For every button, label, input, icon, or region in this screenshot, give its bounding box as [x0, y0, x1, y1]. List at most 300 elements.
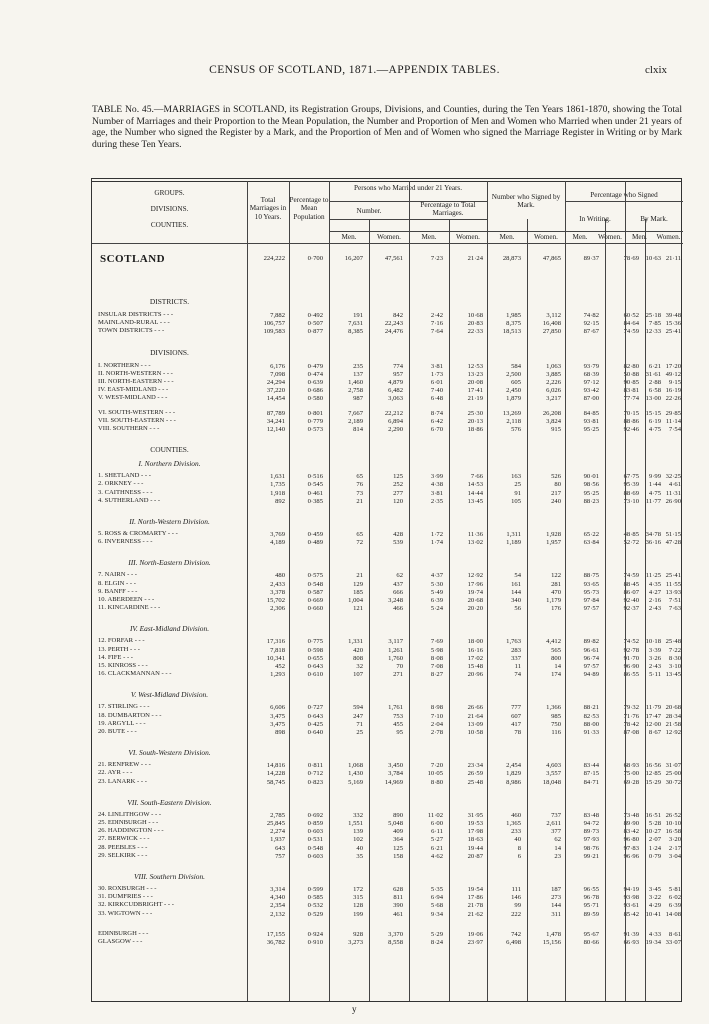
cell: 7·10 — [430, 712, 443, 720]
cell: 95 — [396, 729, 403, 736]
cell: 22,243 — [384, 320, 403, 328]
table-row — [247, 852, 683, 861]
col-under21: Persons who Married under 21 Years. — [354, 184, 462, 192]
cell: 3,063 — [388, 395, 403, 403]
cell: 4·62 — [430, 852, 443, 860]
cell: 17,316 — [266, 638, 285, 646]
cell: 87·00 — [583, 395, 599, 403]
cell: 14,454 — [266, 395, 285, 403]
cell: 17·96 — [467, 580, 483, 588]
row-label: 5. ROSS & CROMARTY - - - — [98, 530, 178, 537]
cell: 21 — [356, 572, 363, 580]
row-label: 13. PERTH - - - — [98, 645, 140, 653]
cell: 14 — [554, 844, 561, 852]
cell: 0·492 — [307, 312, 323, 319]
cell: 3,769 — [270, 531, 285, 538]
cell: 3·81 — [430, 362, 443, 370]
row-label: III. NORTH-EASTERN - - - — [98, 378, 174, 385]
women-subheader: Women. — [534, 233, 558, 241]
cell: 72 — [356, 539, 363, 547]
cell: 0·811 — [307, 762, 323, 770]
cell: 6·42 — [430, 417, 443, 425]
cell: 4,603 — [546, 762, 561, 770]
cell: 14 — [554, 663, 561, 670]
column-rule — [645, 219, 646, 1001]
cell: 58,745 — [266, 778, 285, 786]
cell: 109,583 — [263, 328, 285, 336]
cell: 11·77 — [645, 497, 661, 505]
cell: 0·587 — [307, 588, 323, 596]
cell: 86·55 — [623, 671, 639, 679]
cell: 52·72 — [623, 539, 639, 547]
cell: 5,048 — [388, 820, 403, 827]
cell: 17,155 — [266, 930, 285, 938]
women-subheader: Women. — [656, 233, 681, 241]
cell: 4,879 — [388, 379, 403, 386]
cell: 10·68 — [467, 312, 483, 319]
cell: 67·75 — [623, 473, 639, 481]
cell: 332 — [353, 811, 363, 819]
cell: 4,340 — [270, 894, 285, 902]
cell: 39·48 — [665, 312, 681, 319]
cell: 87·15 — [583, 770, 599, 778]
cell: 25·30 — [467, 409, 483, 417]
cell: 92·40 — [623, 597, 639, 604]
cell: 25,845 — [266, 820, 285, 827]
cell: 26·52 — [665, 811, 681, 819]
scotland-row — [247, 254, 683, 263]
cell: 0·573 — [307, 426, 323, 433]
cell: 8·67 — [648, 729, 661, 736]
cell: 95·39 — [623, 481, 639, 489]
column-rule — [565, 181, 566, 1001]
cell: 22,212 — [384, 409, 403, 417]
cell: 84·85 — [583, 409, 599, 417]
cell: 89·82 — [583, 638, 599, 646]
cell: 69·28 — [623, 778, 639, 786]
cell: 51·15 — [665, 531, 681, 538]
cell: 8,558 — [388, 939, 403, 946]
cell: 2·35 — [430, 497, 443, 505]
cell: 409 — [393, 828, 403, 836]
row-label: 11. KINCARDINE - - - — [98, 604, 161, 612]
cell: 185 — [353, 588, 363, 596]
cell: 88·45 — [623, 580, 639, 588]
cell: 6·11 — [431, 828, 443, 836]
cell: 2,433 — [270, 580, 285, 588]
cell: 0·548 — [307, 844, 323, 852]
cell: 11·14 — [665, 417, 681, 425]
header-rule — [329, 231, 683, 232]
cell: 8·74 — [430, 409, 443, 417]
cell: 0·877 — [307, 328, 323, 336]
column-rule — [605, 219, 606, 1001]
cell: 12·92 — [467, 572, 483, 580]
table-row — [247, 670, 683, 679]
cell: 4·33 — [648, 930, 661, 938]
cell: 18·00 — [467, 638, 483, 646]
cell: 74·59 — [623, 572, 639, 580]
cell: 146 — [511, 894, 521, 902]
cell: 34,241 — [266, 417, 285, 425]
cell: 25·41 — [665, 572, 681, 580]
cell: 12·85 — [645, 770, 661, 778]
row-label: IV. EAST-MIDLAND - - - — [98, 386, 169, 394]
cell: 4·61 — [668, 481, 681, 489]
cell: 11·79 — [645, 704, 661, 712]
cell: 1·24 — [648, 844, 661, 852]
cell: 3,112 — [546, 312, 561, 319]
cell: 5·98 — [430, 646, 443, 654]
cell: 78·42 — [623, 720, 639, 728]
cell: 95·25 — [583, 489, 599, 497]
cell: 97·57 — [583, 663, 599, 670]
cell: 5·68 — [430, 902, 443, 910]
cell: 98·76 — [583, 844, 599, 852]
cell: 14·08 — [665, 910, 681, 918]
row-label: 27. BERWICK - - - — [98, 835, 150, 843]
cell: 111 — [511, 886, 521, 893]
cell: 0·801 — [307, 409, 323, 417]
cell: 12,140 — [266, 426, 285, 433]
row-label: 29. SELKIRK - - - — [98, 851, 148, 859]
cell: 161 — [511, 580, 521, 588]
row-label: 4. SUTHERLAND - - - — [98, 496, 161, 504]
cell: 68·39 — [583, 370, 599, 378]
cell: 20·68 — [665, 704, 681, 712]
cell: 13·02 — [467, 539, 483, 547]
cell: 125 — [393, 473, 403, 481]
cell: 437 — [393, 580, 403, 588]
cell: 1,365 — [506, 820, 521, 827]
cell: 0·531 — [307, 836, 323, 844]
cell: 607 — [511, 712, 521, 720]
cell: 74·52 — [623, 638, 639, 646]
cell: 23 — [554, 852, 561, 860]
cell: 2·04 — [430, 720, 443, 728]
cell: 10·05 — [427, 770, 443, 778]
cell: 1,551 — [348, 820, 363, 827]
cell: 36,782 — [266, 939, 285, 946]
cell: 0·859 — [307, 820, 323, 827]
cell: 2,306 — [270, 605, 285, 613]
cell: 3,314 — [270, 886, 285, 893]
col-mark: By Mark. — [640, 215, 668, 223]
cell: 1,430 — [348, 770, 363, 778]
row-label: 22. AYR - - - — [98, 769, 133, 777]
cell: 666 — [393, 588, 403, 596]
cell: 957 — [393, 370, 403, 378]
cell: 71 — [356, 720, 363, 728]
cell: 91·33 — [583, 729, 599, 736]
cell: 6,498 — [506, 939, 521, 946]
header-rule — [92, 243, 683, 244]
row-label: 28. PEEBLES - - - — [98, 843, 148, 851]
cell: 70 — [396, 663, 403, 670]
cell: 0·924 — [307, 930, 323, 938]
cell: 25·00 — [665, 770, 681, 778]
cell: 8·24 — [430, 939, 443, 946]
cell: 0·479 — [307, 362, 323, 370]
cell: 1,063 — [546, 362, 561, 370]
cell: 21 — [356, 497, 363, 505]
cell: 62 — [396, 572, 403, 580]
cell: 139 — [353, 828, 363, 836]
cell: 311 — [551, 910, 561, 918]
cell: 5·28 — [648, 820, 661, 827]
cell: 2·17 — [668, 844, 681, 852]
cell: 337 — [511, 654, 521, 662]
cell: 49·12 — [665, 370, 681, 378]
table-row — [247, 327, 683, 336]
cell: 0·779 — [307, 417, 323, 425]
cell: 9·15 — [668, 379, 681, 386]
cell: 16·51 — [645, 811, 661, 819]
cell: 890 — [393, 811, 403, 819]
column-rule — [369, 219, 370, 1001]
cell: 12·53 — [467, 362, 483, 370]
cell: 2,454 — [506, 762, 521, 770]
row-label: 31. DUMFRIES - - - — [98, 893, 153, 901]
row-label: II. NORTH-WESTERN - - - — [98, 369, 173, 377]
cell: 584 — [511, 362, 521, 370]
cell: 11·02 — [427, 811, 443, 819]
cell: 33·07 — [665, 939, 681, 946]
cell: 17·86 — [467, 894, 483, 902]
cell: 94·19 — [623, 886, 639, 893]
cell: 88·21 — [583, 704, 599, 712]
cell: 420 — [353, 646, 363, 654]
cell: 8,986 — [506, 778, 521, 786]
cell: 88·86 — [623, 417, 639, 425]
cell: 0·727 — [307, 704, 323, 712]
cell: 86·07 — [623, 588, 639, 596]
women-subheader: Women. — [456, 233, 480, 241]
cell: 97·57 — [583, 605, 599, 613]
cell: 6·21 — [648, 362, 661, 370]
cell: 576 — [511, 426, 521, 433]
cell: 1,957 — [546, 539, 561, 547]
cell: 3,475 — [270, 720, 285, 728]
row-label: 26. HADDINGTON - - - — [98, 827, 164, 835]
table-row — [247, 497, 683, 506]
row-label: 21. RENFREW - - - — [98, 761, 151, 769]
column-rule — [487, 181, 488, 1001]
cell: 31·95 — [467, 811, 483, 819]
cell: 20·96 — [467, 671, 483, 679]
cell: 163 — [511, 473, 521, 481]
women-subheader: Women. — [377, 233, 401, 241]
cell: 93·79 — [583, 362, 599, 370]
cell: 21·24 — [467, 255, 483, 262]
cell: 21·58 — [665, 720, 681, 728]
cell: 21·11 — [665, 255, 681, 262]
table-row — [247, 394, 683, 403]
cell: 315 — [353, 894, 363, 902]
cell: 466 — [393, 605, 403, 613]
cell: 594 — [353, 704, 363, 712]
cell: 6·94 — [430, 894, 443, 902]
column-rule — [449, 219, 450, 1001]
cell: 5·30 — [430, 580, 443, 588]
cell: 3·22 — [648, 894, 661, 902]
col-percentage: Percentage to Mean Population — [289, 196, 329, 221]
cell: 6·02 — [668, 894, 681, 902]
cell: 2,785 — [270, 811, 285, 819]
table-description: TABLE No. 45.—MARRIAGES in SCOTLAND, its Registration Groups, Divisions, and Counties, during the Ten Years 1861-1870, showing the Total Number of Marriages and their Proportion to the Mean Population, the Number and Proportion of Men and Women who Married when under 21 years of age, the Number who signed the Register by a Mark, and the Proportion of Men and of Women who signed the Marriage Register in Writing or by Mark during these Ten Years. — [92, 104, 682, 150]
cell: 2,758 — [348, 387, 363, 395]
division-subtitle: IV. East-Midland Division. — [129, 624, 210, 634]
cell: 3,475 — [270, 712, 285, 720]
cell: 65·22 — [583, 531, 599, 538]
cell: 1,004 — [348, 597, 363, 604]
cell: 13·23 — [467, 370, 483, 378]
cell: 25·18 — [645, 312, 661, 319]
cell: 6 — [517, 852, 521, 860]
cell: 25 — [356, 729, 363, 736]
cell: 80·66 — [583, 939, 599, 946]
cell: 91·70 — [623, 654, 639, 662]
cell: 3,824 — [546, 417, 561, 425]
cell: 96·80 — [623, 836, 639, 844]
cell: 23·34 — [467, 762, 483, 770]
cell: 78 — [514, 729, 521, 736]
cell: 8 — [517, 844, 521, 852]
header-rule — [329, 219, 487, 220]
cell: 377 — [551, 828, 561, 836]
cell: 814 — [353, 426, 363, 433]
cell: 6·00 — [430, 820, 443, 827]
cell: 1·73 — [430, 370, 443, 378]
cell: 26·66 — [467, 704, 483, 712]
cell: 10·27 — [645, 828, 661, 836]
cell: 1·44 — [648, 481, 661, 489]
cell: 1,460 — [348, 379, 363, 386]
cell: 271 — [393, 671, 403, 679]
cell: 0·775 — [307, 638, 323, 646]
cell: 5·81 — [668, 886, 681, 893]
cell: 20·83 — [467, 320, 483, 328]
cell: 0·548 — [307, 580, 323, 588]
cell: 987 — [353, 395, 363, 403]
cell: 28·34 — [665, 712, 681, 720]
cell: 66·93 — [623, 939, 639, 946]
cell: 7·69 — [430, 638, 443, 646]
column-rule — [625, 181, 626, 1001]
cell: 0·700 — [307, 255, 323, 262]
row-label: INSULAR DISTRICTS - - - — [98, 311, 174, 318]
cell: 753 — [393, 712, 403, 720]
division-subtitle: V. West-Midland Division. — [130, 690, 209, 700]
cell: 842 — [393, 312, 403, 319]
cell: 93·61 — [623, 902, 639, 910]
cell: 428 — [393, 531, 403, 538]
cell: 83·42 — [623, 828, 639, 836]
cell: 20·20 — [467, 605, 483, 613]
cell: 6·58 — [648, 387, 661, 395]
cell: 2,189 — [348, 417, 363, 425]
cell: 6,894 — [388, 417, 403, 425]
cell: 2·42 — [430, 312, 443, 319]
cell: 47,561 — [384, 255, 403, 262]
cell: 20·13 — [467, 417, 483, 425]
cell: 16·19 — [665, 387, 681, 395]
division-subtitle: II. North-Western Division. — [129, 517, 210, 526]
cell: 19·06 — [467, 930, 483, 938]
cell: 1,735 — [270, 481, 285, 489]
cell: 273 — [551, 894, 561, 902]
cell: 3,557 — [546, 770, 561, 778]
cell: 1,761 — [388, 704, 403, 712]
cell: 417 — [511, 720, 521, 728]
cell: 15·29 — [645, 778, 661, 786]
cell: 92·46 — [623, 426, 639, 433]
cell: 539 — [393, 539, 403, 547]
cell: 0·529 — [307, 910, 323, 918]
cell: 176 — [551, 605, 561, 613]
cell: 7·51 — [668, 597, 681, 604]
cell: 0·507 — [307, 320, 323, 328]
cell: 15,156 — [542, 939, 561, 946]
cell: 22·26 — [665, 395, 681, 403]
cell: 7·66 — [470, 473, 483, 481]
cell: 774 — [393, 362, 403, 370]
cell: 1,985 — [506, 312, 521, 319]
table-row — [247, 538, 683, 547]
cell: 340 — [511, 597, 521, 604]
cell: 277 — [393, 489, 403, 497]
cell: 91·39 — [623, 930, 639, 938]
cell: 21·62 — [467, 910, 483, 918]
cell: 88·23 — [583, 497, 599, 505]
page-header — [0, 64, 709, 80]
cell: 158 — [393, 852, 403, 860]
cell: 11·36 — [467, 531, 483, 538]
cell: 21·19 — [467, 395, 483, 403]
cell: 97·83 — [623, 844, 639, 852]
cell: 8,385 — [348, 328, 363, 336]
cell: 32 — [356, 663, 363, 670]
cell: 106,757 — [263, 320, 285, 328]
cell: 21·78 — [467, 902, 483, 910]
cell: 63·84 — [583, 539, 599, 547]
row-label: 18. DUMBARTON - - - — [98, 711, 162, 719]
cell: 526 — [551, 473, 561, 481]
signature-mark: y — [352, 1004, 357, 1014]
cell: 3·04 — [668, 852, 681, 860]
cell: 144 — [511, 588, 521, 596]
cell: 73·48 — [623, 811, 639, 819]
cell: 95·71 — [583, 902, 599, 910]
row-label: 19. ARGYLL - - - — [98, 719, 146, 727]
cell: 28,873 — [502, 255, 521, 262]
cell: 757 — [275, 852, 285, 860]
row-label: I. NORTHERN - - - — [98, 361, 151, 369]
cell: 3·45 — [648, 886, 661, 893]
cell: 29·85 — [665, 409, 681, 417]
cell: 19·44 — [467, 844, 483, 852]
cell: 3·26 — [648, 654, 661, 662]
cell: 9·99 — [648, 473, 661, 481]
table-row — [247, 938, 683, 947]
cell: 13·00 — [645, 395, 661, 403]
division-subtitle: VIII. Southern Division. — [133, 872, 206, 881]
cell: 7·22 — [668, 646, 681, 654]
cell: 13·93 — [665, 588, 681, 596]
cell: 928 — [353, 930, 363, 938]
cell: 0·643 — [307, 663, 323, 670]
cell: 1,293 — [270, 671, 285, 679]
